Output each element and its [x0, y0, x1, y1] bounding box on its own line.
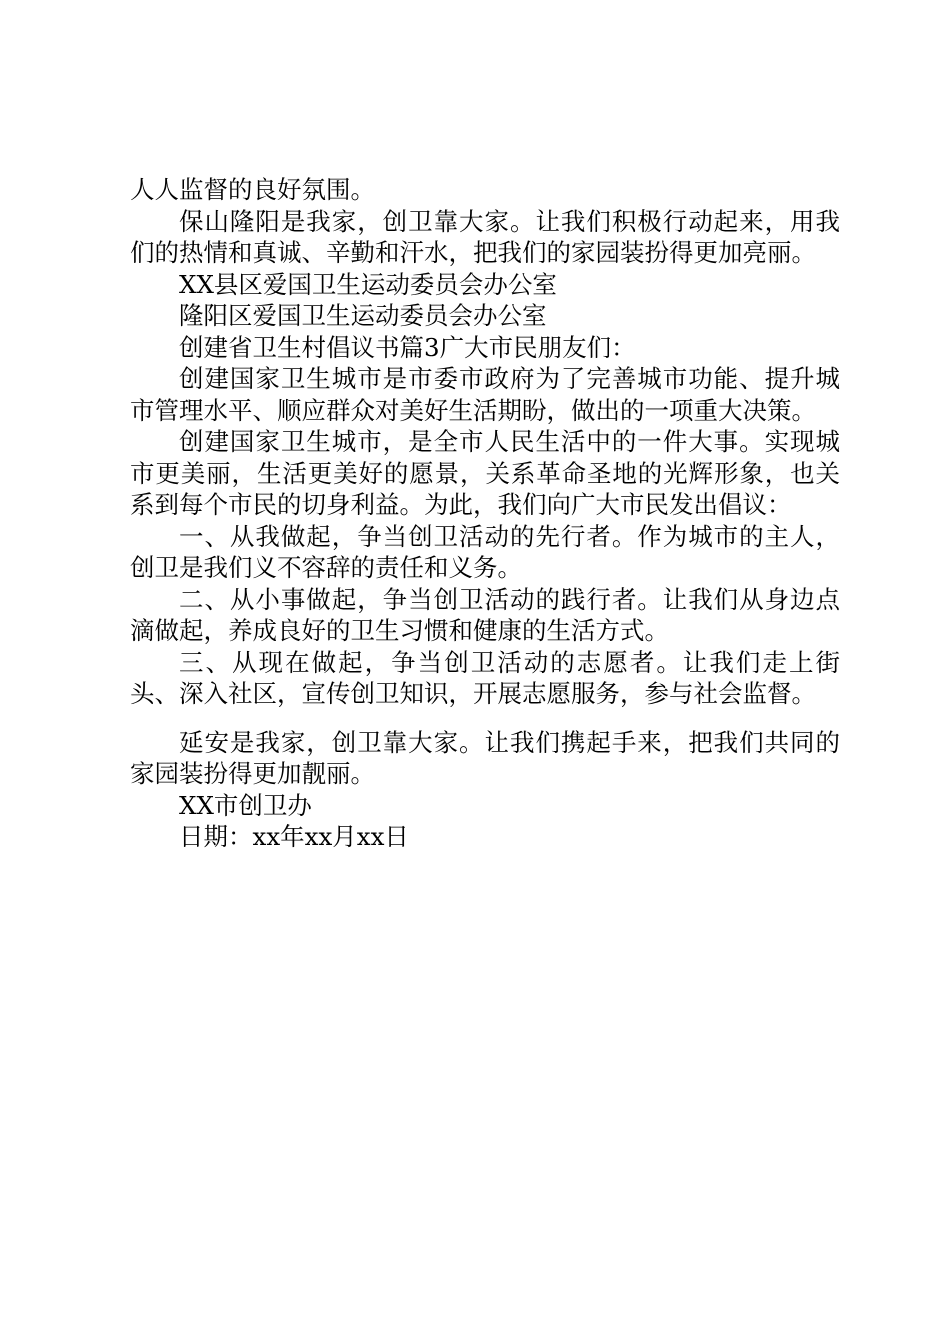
signature-city-office: XX市创卫办: [179, 790, 312, 820]
paragraph-closing: 延安是我家，创卫靠大家。让我们携起手来，把我们共同的家园装扮得更加靓丽。: [130, 727, 840, 788]
proposal-item-3: 三、从现在做起，争当创卫活动的志愿者。让我们走上街头、深入社区，宣传创卫知识，开展志愿服务，参与社会监督。: [130, 647, 840, 708]
proposal-item-2: 二、从小事做起，争当创卫活动的践行者。让我们从身边点滴做起，养成良好的卫生习惯和健康的生活方式。: [130, 584, 840, 645]
signature-date: 日期：xx年xx月xx日: [179, 822, 409, 851]
signature-county-office: XX县区爱国卫生运动委员会办公室: [179, 269, 557, 299]
paragraph-importance: 创建国家卫生城市，是全市人民生活中的一件大事。实现城市更美丽，生活更美好的愿景，关系革命圣地的光辉形象，也关系到每个市民的切身利益。为此，我们向广大市民发出倡议：: [130, 427, 840, 519]
paragraph-baoshan-call: 保山隆阳是我家，创卫靠大家。让我们积极行动起来，用我们的热情和真诚、辛勤和汗水，把我们的家园装扮得更加亮丽。: [130, 206, 840, 267]
paragraph-intro: 创建国家卫生城市是市委市政府为了完善城市功能、提升城市管理水平、顺应群众对美好生活期盼，做出的一项重大决策。: [130, 364, 840, 425]
signature-longyang-office: 隆阳区爱国卫生运动委员会办公室: [179, 301, 547, 330]
document-body: [130, 174, 840, 853]
proposal-item-1: 一、从我做起，争当创卫活动的先行者。作为城市的主人，创卫是我们义不容辞的责任和义务。: [130, 521, 840, 582]
paragraph-continuation: 人人监督的良好氛围。: [130, 175, 375, 204]
section-heading-greeting: 创建省卫生村倡议书篇3广大市民朋友们：: [179, 332, 636, 362]
